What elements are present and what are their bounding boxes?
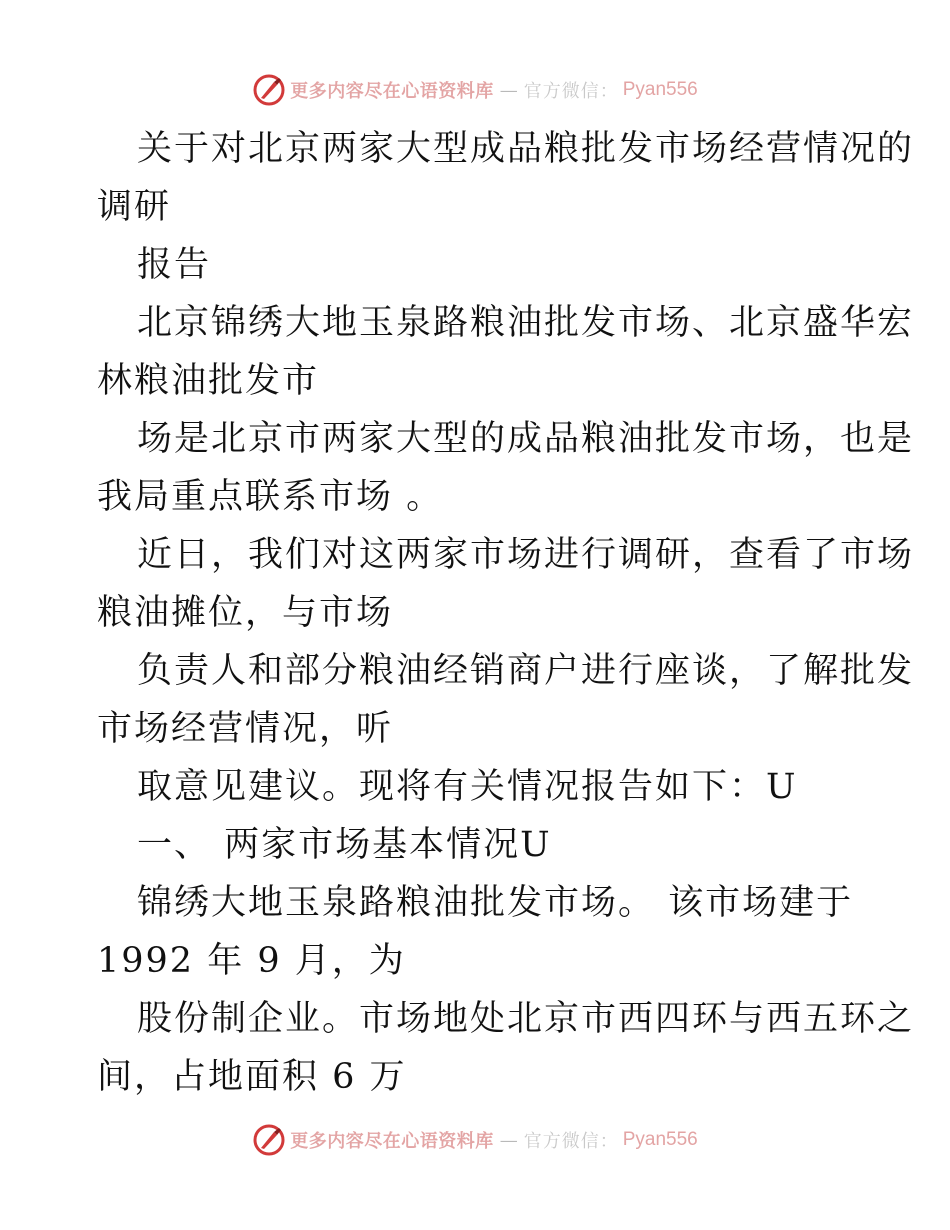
- paragraph-line: 1992 年 9 月，为: [97, 941, 406, 981]
- banner-text: 更多内容尽在心语资料库: [290, 1131, 494, 1152]
- section-heading: 一、 两家市场基本情况U: [137, 825, 552, 865]
- banner-text: 更多内容尽在心语资料库: [290, 81, 494, 102]
- header-watermark-banner: [0, 70, 950, 110]
- paragraph-line: 市场经营情况，听: [97, 709, 394, 749]
- paragraph-line: 取意见建议。现将有关情况报告如下：U: [137, 767, 798, 807]
- banner-wechat-id: Pyan556: [622, 1129, 698, 1150]
- banner-wechat-label: 官方微信：: [523, 1131, 619, 1152]
- paragraph-line: 粮油摊位，与市场: [97, 593, 394, 633]
- quill-logo-icon: [252, 73, 286, 107]
- paragraph-line: 调研: [97, 187, 172, 227]
- banner-wechat-id: Pyan556: [622, 79, 698, 100]
- paragraph-line: 锦绣大地玉泉路粮油批发市场。 该市场建于: [137, 883, 854, 923]
- banner-wechat-label: 官方微信：: [523, 81, 619, 102]
- paragraph-line: 北京锦绣大地玉泉路粮油批发市场、北京盛华宏: [137, 303, 915, 343]
- paragraph-line: 近日，我们对这两家市场进行调研，查看了市场: [137, 535, 915, 575]
- document-body: [97, 120, 915, 1106]
- paragraph-line: 负责人和部分粮油经销商户进行座谈，了解批发: [137, 651, 915, 691]
- banner-separator: —: [499, 79, 518, 101]
- paragraph-line: 林粮油批发市: [97, 361, 320, 401]
- footer-watermark-banner: [0, 1120, 950, 1160]
- paragraph-line: 间，占地面积 6 万: [97, 1057, 407, 1097]
- banner-separator: —: [499, 1129, 518, 1151]
- paragraph-line: 报告: [137, 245, 212, 285]
- paragraph-line: 关于对北京两家大型成品粮批发市场经营情况的: [137, 129, 915, 169]
- paragraph-line: 我局重点联系市场 。: [97, 477, 444, 517]
- paragraph-line: 股份制企业。市场地处北京市西四环与西五环之: [137, 999, 915, 1039]
- paragraph-line: 场是北京市两家大型的成品粮油批发市场，也是: [137, 419, 915, 459]
- quill-logo-icon: [252, 1123, 286, 1157]
